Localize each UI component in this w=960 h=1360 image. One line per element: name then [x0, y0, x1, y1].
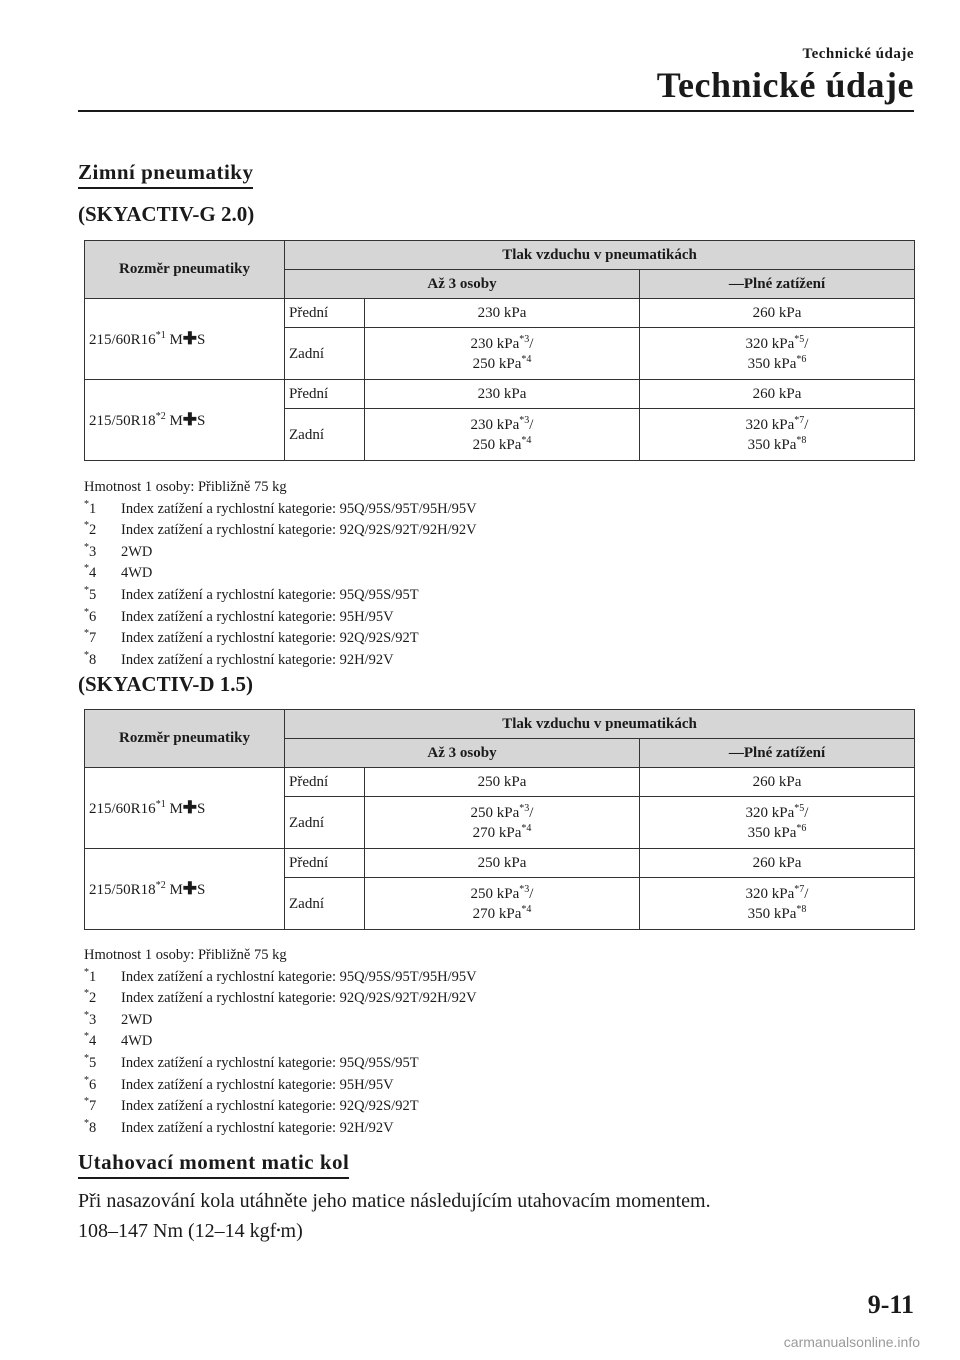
col-header-size: Rozměr pneumatiky	[85, 241, 285, 299]
tire-size: 215/50R18$^{*2}$ M✚S	[85, 849, 285, 930]
axle-front: Přední	[285, 768, 365, 797]
pressure-value: 320 kPa$^{*7}$/ 350 kPa$^{*8}$	[640, 409, 915, 461]
ms-plus-icon: ✚	[182, 410, 198, 429]
pressure-value: 260 kPa	[640, 768, 915, 797]
pressure-value: 230 kPa	[365, 299, 640, 328]
axle-rear: Zadní	[285, 797, 365, 849]
footnote: *8 Index zatížení a rychlostní kategorie: 92H/92V	[84, 1117, 394, 1136]
footnote: *5 Index zatížení a rychlostní kategorie: 95Q/95S/95T	[84, 585, 419, 603]
header-rule	[78, 110, 914, 112]
footnote: *6 Index zatížení a rychlostní kategorie: 95H/95V	[84, 1074, 394, 1093]
pressure-value: 320 kPa$^{*7}$/ 350 kPa$^{*8}$	[640, 878, 915, 930]
tire-size: 215/50R18$^{*2}$ M✚S	[85, 380, 285, 461]
col-header-size: Rozměr pneumatiky	[85, 710, 285, 768]
tire-pressure-table-g20	[84, 240, 915, 461]
watermark: carmanualsonline.info	[783, 1334, 920, 1350]
table-row	[85, 768, 915, 797]
pressure-value: 260 kPa	[640, 299, 915, 328]
footnote: *4 4WD	[84, 563, 153, 582]
footnote: *2 Index zatížení a rychlostní kategorie: 92Q/92S/92T/92H/92V	[84, 520, 477, 539]
pressure-value: 250 kPa$^{*3}$/ 270 kPa$^{*4}$	[365, 878, 640, 930]
footnote: *7 Index zatížení a rychlostní kategorie: 92Q/92S/92T	[84, 628, 419, 647]
ms-plus-icon: ✚	[182, 329, 198, 348]
footnote: *8 Index zatížení a rychlostní kategorie: 92H/92V	[84, 649, 394, 668]
axle-rear: Zadní	[285, 878, 365, 930]
table-row	[85, 299, 915, 328]
axle-front: Přední	[285, 849, 365, 878]
axle-front: Přední	[285, 380, 365, 409]
pressure-value: 230 kPa$^{*3}$/ 250 kPa$^{*4}$	[365, 409, 640, 461]
col-header-full: —Plné zatížení	[640, 739, 915, 768]
pressure-value: 320 kPa$^{*5}$/ 350 kPa$^{*6}$	[640, 328, 915, 380]
table-row	[85, 380, 915, 409]
tire-size: 215/60R16$^{*1}$ M✚S	[85, 768, 285, 849]
tire-pressure-table-d15	[84, 709, 915, 930]
pressure-value: 230 kPa$^{*3}$/ 250 kPa$^{*4}$	[365, 328, 640, 380]
weight-note: Hmotnost 1 osoby: Přibližně 75 kg	[84, 479, 287, 495]
pressure-value: 320 kPa$^{*5}$/ 350 kPa$^{*6}$	[640, 797, 915, 849]
col-header-upto3: Až 3 osoby	[285, 739, 640, 768]
footnote: *7 Index zatížení a rychlostní kategorie: 92Q/92S/92T	[84, 1096, 419, 1115]
torque-value: 108–147 Nm (12–14 kgf•m)	[78, 1220, 303, 1242]
footnote: *2 Index zatížení a rychlostní kategorie: 92Q/92S/92T/92H/92V	[84, 988, 477, 1007]
ms-plus-icon: ✚	[182, 879, 198, 898]
col-header-pressure: Tlak vzduchu v pneumatikách	[285, 241, 915, 270]
page-number: 9-11	[867, 1290, 914, 1319]
col-header-upto3: Až 3 osoby	[285, 270, 640, 299]
pressure-value: 230 kPa	[365, 380, 640, 409]
axle-rear: Zadní	[285, 328, 365, 380]
ms-plus-icon: ✚	[182, 798, 198, 817]
axle-rear: Zadní	[285, 409, 365, 461]
footnote: *5 Index zatížení a rychlostní kategorie: 95Q/95S/95T	[84, 1053, 419, 1071]
pressure-value: 250 kPa	[365, 849, 640, 878]
section-title-winter-tires: Zimní pneumatiky	[78, 160, 253, 189]
footnotes-g20	[84, 477, 477, 671]
table-title-skyactiv-g: (SKYACTIV-G 2.0)	[78, 202, 255, 226]
footnotes-d15	[84, 945, 477, 1139]
running-header-small: Technické údaje	[802, 46, 914, 62]
torque-instruction: Při nasazování kola utáhněte jeho matice následujícím utahovacím momentem.	[78, 1190, 711, 1212]
section-title-torque: Utahovací moment matic kol	[78, 1150, 349, 1179]
tire-size: 215/60R16$^{*1}$ M✚S	[85, 299, 285, 380]
table-title-skyactiv-d: (SKYACTIV-D 1.5)	[78, 672, 254, 696]
footnote: *6 Index zatížení a rychlostní kategorie: 95H/95V	[84, 606, 394, 625]
pressure-value: 260 kPa	[640, 849, 915, 878]
axle-front: Přední	[285, 299, 365, 328]
footnote: *4 4WD	[84, 1031, 153, 1050]
footnote: *3 2WD	[84, 541, 153, 560]
pressure-value: 250 kPa$^{*3}$/ 270 kPa$^{*4}$	[365, 797, 640, 849]
col-header-full: —Plné zatížení	[640, 270, 915, 299]
table-row	[85, 849, 915, 878]
pressure-value: 250 kPa	[365, 768, 640, 797]
footnote: *1 Index zatížení a rychlostní kategorie: 95Q/95S/95T/95H/95V	[84, 498, 477, 517]
footnote: *1 Index zatížení a rychlostní kategorie: 95Q/95S/95T/95H/95V	[84, 966, 477, 985]
footnote: *3 2WD	[84, 1009, 153, 1028]
col-header-pressure: Tlak vzduchu v pneumatikách	[285, 710, 915, 739]
weight-note: Hmotnost 1 osoby: Přibližně 75 kg	[84, 947, 287, 963]
pressure-value: 260 kPa	[640, 380, 915, 409]
running-header-title: Technické údaje	[656, 65, 914, 105]
